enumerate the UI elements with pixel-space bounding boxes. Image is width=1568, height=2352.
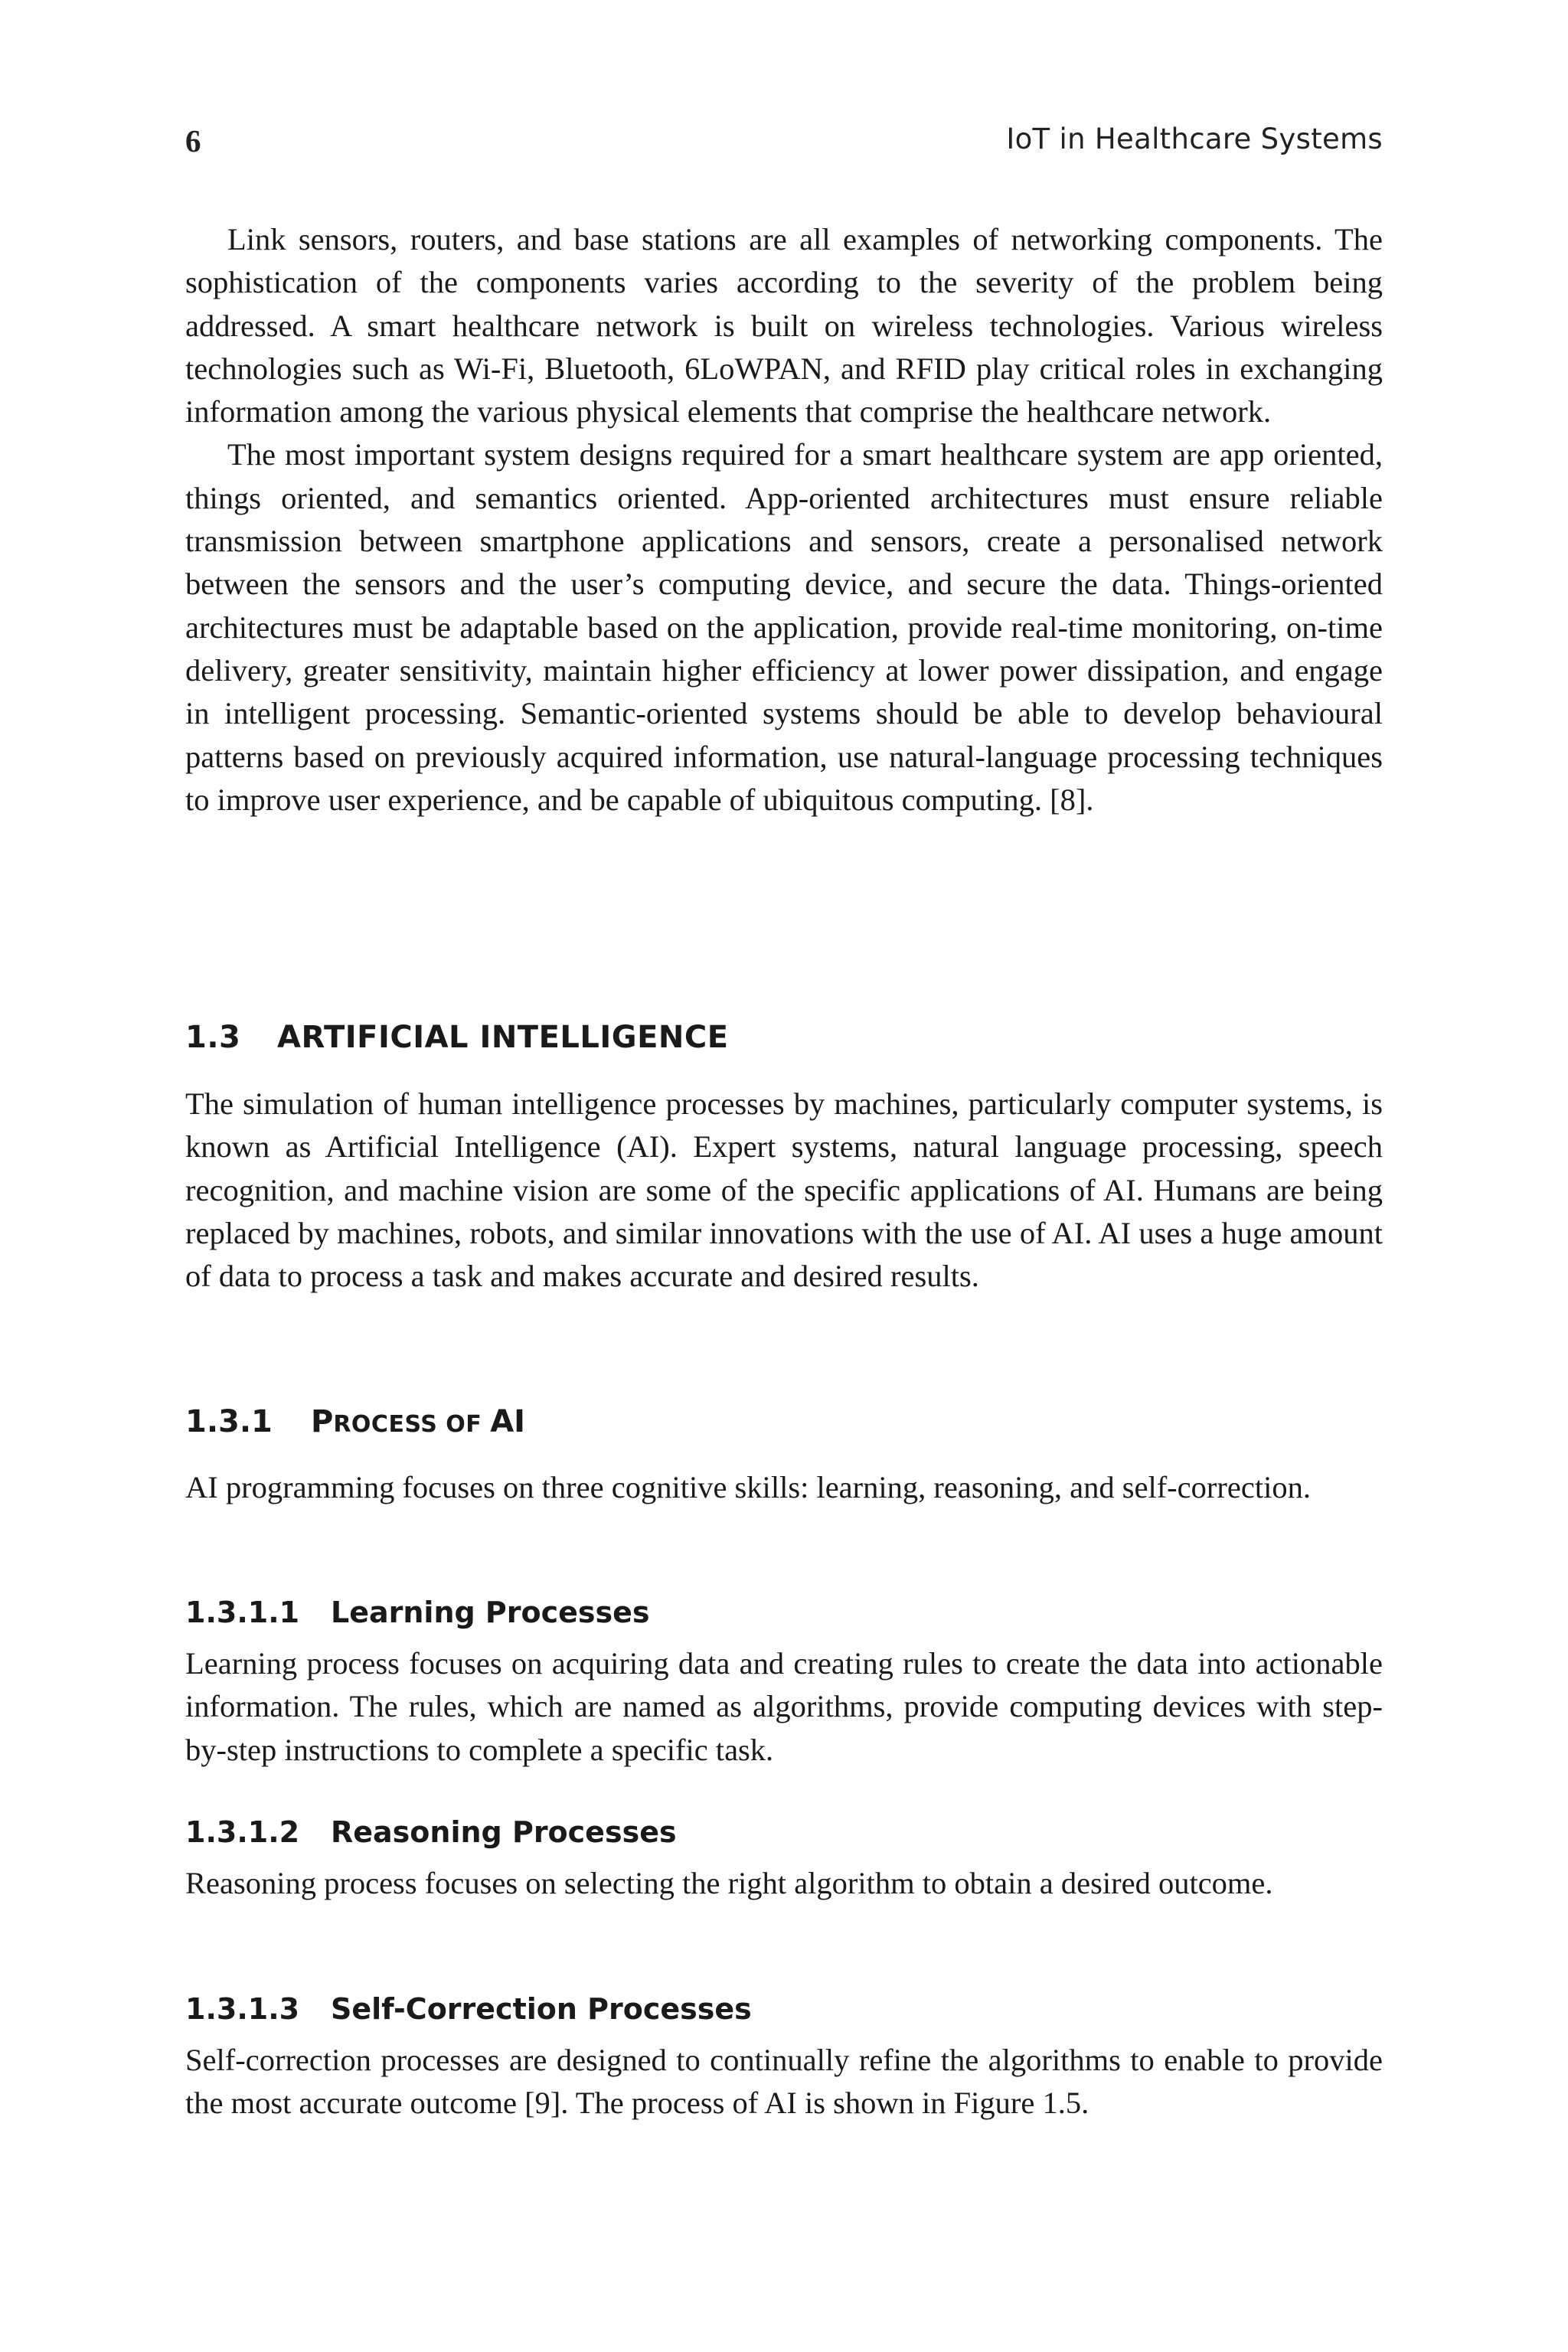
section-heading-1-3	[185, 1020, 1383, 1055]
subsubsection-number: 1.3.1.2	[185, 1815, 300, 1849]
subsection-title-end: AI	[490, 1404, 526, 1439]
section-1-3-1-body	[185, 1466, 1383, 1509]
paragraph-learning-process: Learning process focuses on acquiring data and creating rules to create the data into actionable information. The rules, which are named as algorithms, provide computing devices with step-by-step instructions to complete a specific task.	[185, 1646, 1383, 1767]
paragraph-self-correction-process: Self-correction processes are designed to continually refine the algorithms to enable to provide the most accurate outcome [9]. The process of AI is shown in Figure 1.5.	[185, 2043, 1383, 2121]
section-title: ARTIFICIAL INTELLIGENCE	[277, 1020, 729, 1055]
section-reasoning-body	[185, 1862, 1383, 1905]
subsection-title-initial: P	[311, 1404, 334, 1439]
running-head	[185, 122, 1383, 161]
subsubsection-title: Reasoning Processes	[331, 1815, 677, 1849]
page-number: 6	[185, 123, 201, 158]
section-learning-body	[185, 1642, 1383, 1772]
intro-paragraphs	[185, 218, 1383, 822]
subsubsection-title: Learning Processes	[331, 1596, 650, 1629]
paragraph-networking-components: Link sensors, routers, and base stations are all examples of networking components. The sophistication of the components varies according to the severity of the problem being addressed. A smart healthcare network is built on wireless technologies. Various wireless technologies such as Wi-Fi, Bluetooth, 6LoWPAN, and RFID play critical roles in exchanging information among the various physical elements that comprise the healthcare network.	[185, 222, 1383, 430]
book-page	[185, 0, 1383, 2352]
subsubsection-heading-reasoning	[185, 1815, 1383, 1849]
section-1-3-body	[185, 1083, 1383, 1298]
paragraph-cognitive-skills: AI programming focuses on three cognitive skills: learning, reasoning, and self-correction.	[185, 1470, 1311, 1504]
paragraph-ai-definition: The simulation of human intelligence processes by machines, particularly computer systems, is known as Artificial Intelligence (AI). Expert systems, natural language processing, speech recognition, and machine vision are some of the specific applications of AI. Humans are being replaced by machines, robots, and similar innovations with the use of AI. AI uses a huge amount of data to process a task and makes accurate and desired results.	[185, 1086, 1383, 1294]
subsection-number: 1.3.1	[185, 1404, 273, 1439]
paragraph-system-designs: The most important system designs required for a smart healthcare system are app oriented, things oriented, and semantics oriented. App-oriented architectures must ensure reliable transmission between smartphone applications and sensors, create a personalised network between the sensors and the user’s computing device, and secure the data. Things-oriented architectures must be adaptable based on the application, provide real-time monitoring, on-time delivery, greater sensitivity, maintain higher efficiency at lower power dissipation, and engage in intelligent processing. Semantic-oriented systems should be able to develop behavioural patterns based on previously acquired information, use natural-language processing techniques to improve user experience, and be capable of ubiquitous computing. [8].	[185, 437, 1383, 817]
section-self-correction-body	[185, 2039, 1383, 2125]
subsubsection-number: 1.3.1.3	[185, 1992, 300, 2026]
section-number: 1.3	[185, 1020, 241, 1055]
subsubsection-heading-learning	[185, 1596, 1383, 1629]
subsection-title-smallcaps: ROCESS OF	[333, 1411, 491, 1438]
subsubsection-heading-self-correction	[185, 1992, 1383, 2026]
paragraph-reasoning-process: Reasoning process focuses on selecting the right algorithm to obtain a desired outcome.	[185, 1866, 1273, 1900]
subsection-heading-1-3-1	[185, 1404, 1383, 1439]
book-title: IoT in Healthcare Systems	[1006, 122, 1383, 155]
subsubsection-title: Self-Correction Processes	[331, 1992, 752, 2026]
subsubsection-number: 1.3.1.1	[185, 1596, 300, 1629]
